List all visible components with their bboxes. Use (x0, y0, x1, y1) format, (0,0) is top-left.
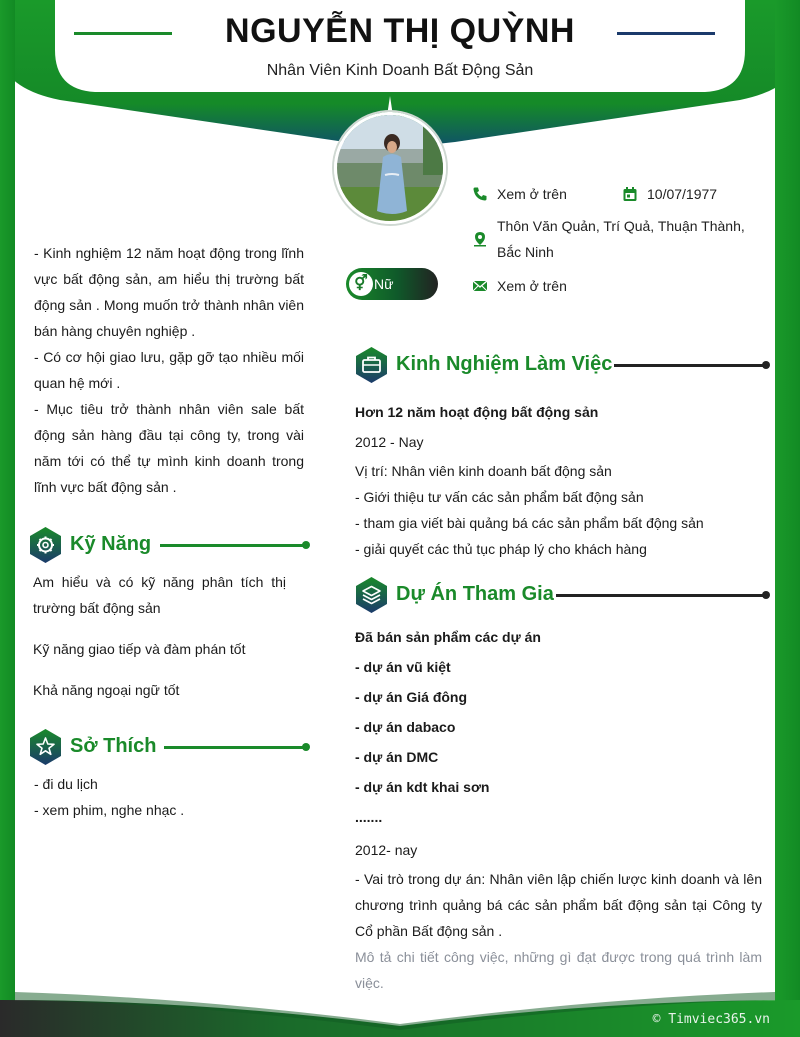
gender-badge (346, 268, 438, 300)
gear-icon (30, 527, 61, 563)
project-line: - dự án Giá đông (355, 689, 468, 705)
projects-section-header (356, 577, 772, 613)
candidate-role: Nhân Viên Kinh Doanh Bất Động Sản (266, 62, 534, 79)
experience-line: Vị trí: Nhân viên kinh doanh bất động sản (355, 463, 612, 479)
hobbies-section-header (30, 729, 310, 765)
star-icon (30, 729, 61, 765)
project-hint: Mô tả chi tiết công việc, những gì đạt được trong quá trình làm việc. (355, 949, 762, 991)
briefcase-icon (356, 347, 387, 383)
hobbies-title: Sở Thích (70, 735, 157, 757)
watermark: © Timviec365.vn (652, 1012, 770, 1027)
projects-entry (355, 622, 762, 996)
skill-item: Kỹ năng giao tiếp và đàm phán tốt (33, 641, 246, 657)
address-row (472, 213, 767, 265)
project-line: Đã bán sản phẩm các dự án (355, 629, 541, 645)
skills-list (33, 569, 286, 718)
project-line: ....... (355, 809, 383, 825)
layers-icon (356, 577, 387, 613)
projects-rule (556, 594, 766, 597)
experience-headline: Hơn 12 năm hoạt động bất động sản (355, 404, 599, 420)
email-row (472, 273, 612, 299)
skills-rule-dot (302, 541, 310, 549)
projects-rule-dot (762, 591, 770, 599)
experience-section-header (356, 347, 772, 383)
hobby-item: - xem phim, nghe nhạc . (34, 802, 185, 818)
experience-line: - Giới thiệu tư vấn các sản phẩm bất động sản (355, 489, 644, 505)
experience-rule (614, 364, 766, 367)
skill-item: Khả năng ngoại ngữ tốt (33, 682, 180, 698)
career-objective (34, 240, 304, 500)
skills-section-header (30, 527, 310, 563)
skills-title: Kỹ Năng (70, 533, 152, 555)
project-line: - dự án dabaco (355, 719, 456, 735)
project-line: - dự án kdt khai sơn (355, 779, 490, 795)
hobbies-list (34, 771, 294, 823)
project-line: - dự án DMC (355, 749, 439, 765)
objective-paragraph: - Mục tiêu trở thành nhân viên sale bất động sản hàng đầu tại công ty, trong vài năm tới có thể tự mình kinh doanh trong lĩnh vực bất động sản . (34, 401, 304, 495)
skill-item: Am hiểu và có kỹ năng phân tích thị trường bất động sản (33, 574, 286, 616)
hobbies-rule (164, 746, 305, 749)
experience-line: - tham gia viết bài quảng bá các sản phẩm bất động sản (355, 515, 704, 531)
experience-period: 2012 - Nay (355, 434, 424, 450)
hobby-item: - đi du lịch (34, 776, 98, 792)
experience-line: - giải quyết các thủ tục pháp lý cho khách hàng (355, 541, 647, 557)
hobbies-rule-dot (302, 743, 310, 751)
avatar (334, 112, 446, 224)
objective-paragraph: - Có cơ hội giao lưu, gặp gỡ tạo nhiều mối quan hệ mới . (34, 349, 304, 391)
phone-icon (472, 186, 488, 202)
phone-row (472, 181, 612, 207)
birthday-value: 10/07/1977 (647, 186, 718, 202)
project-line: - dự án vũ kiệt (355, 659, 451, 675)
email-icon (472, 278, 488, 294)
projects-title: Dự Án Tham Gia (396, 583, 554, 605)
gender-icon: ⚥ (349, 272, 373, 296)
calendar-icon (622, 186, 638, 202)
location-pin-icon (472, 231, 488, 247)
email-value: Xem ở trên (497, 278, 567, 294)
candidate-name: NGUYỄN THỊ QUỲNH (225, 12, 575, 50)
phone-value: Xem ở trên (497, 186, 567, 202)
project-period: 2012- nay (355, 842, 418, 858)
project-description: - Vai trò trong dự án: Nhân viên lập chiến lược kinh doanh và lên chương trình quảng bá các sản phẩm bất động sản tại Công ty Cổ phần Bất động sản . (355, 871, 762, 939)
address-value: Thôn Văn Quản, Trí Quả, Thuận Thành, Bắc Ninh (497, 218, 745, 260)
objective-paragraph: - Kinh nghiệm 12 năm hoạt động trong lĩnh vực bất động sản, am hiểu thị trường bất động sản . Mong muốn trở thành nhân viên bán hàng chuyên nghiệp . (34, 245, 304, 339)
skills-rule (160, 544, 305, 547)
experience-rule-dot (762, 361, 770, 369)
experience-title: Kinh Nghiệm Làm Việc (396, 353, 613, 375)
experience-entry (355, 398, 763, 562)
birthday-row (622, 181, 762, 207)
gender-value: Nữ (374, 276, 394, 292)
